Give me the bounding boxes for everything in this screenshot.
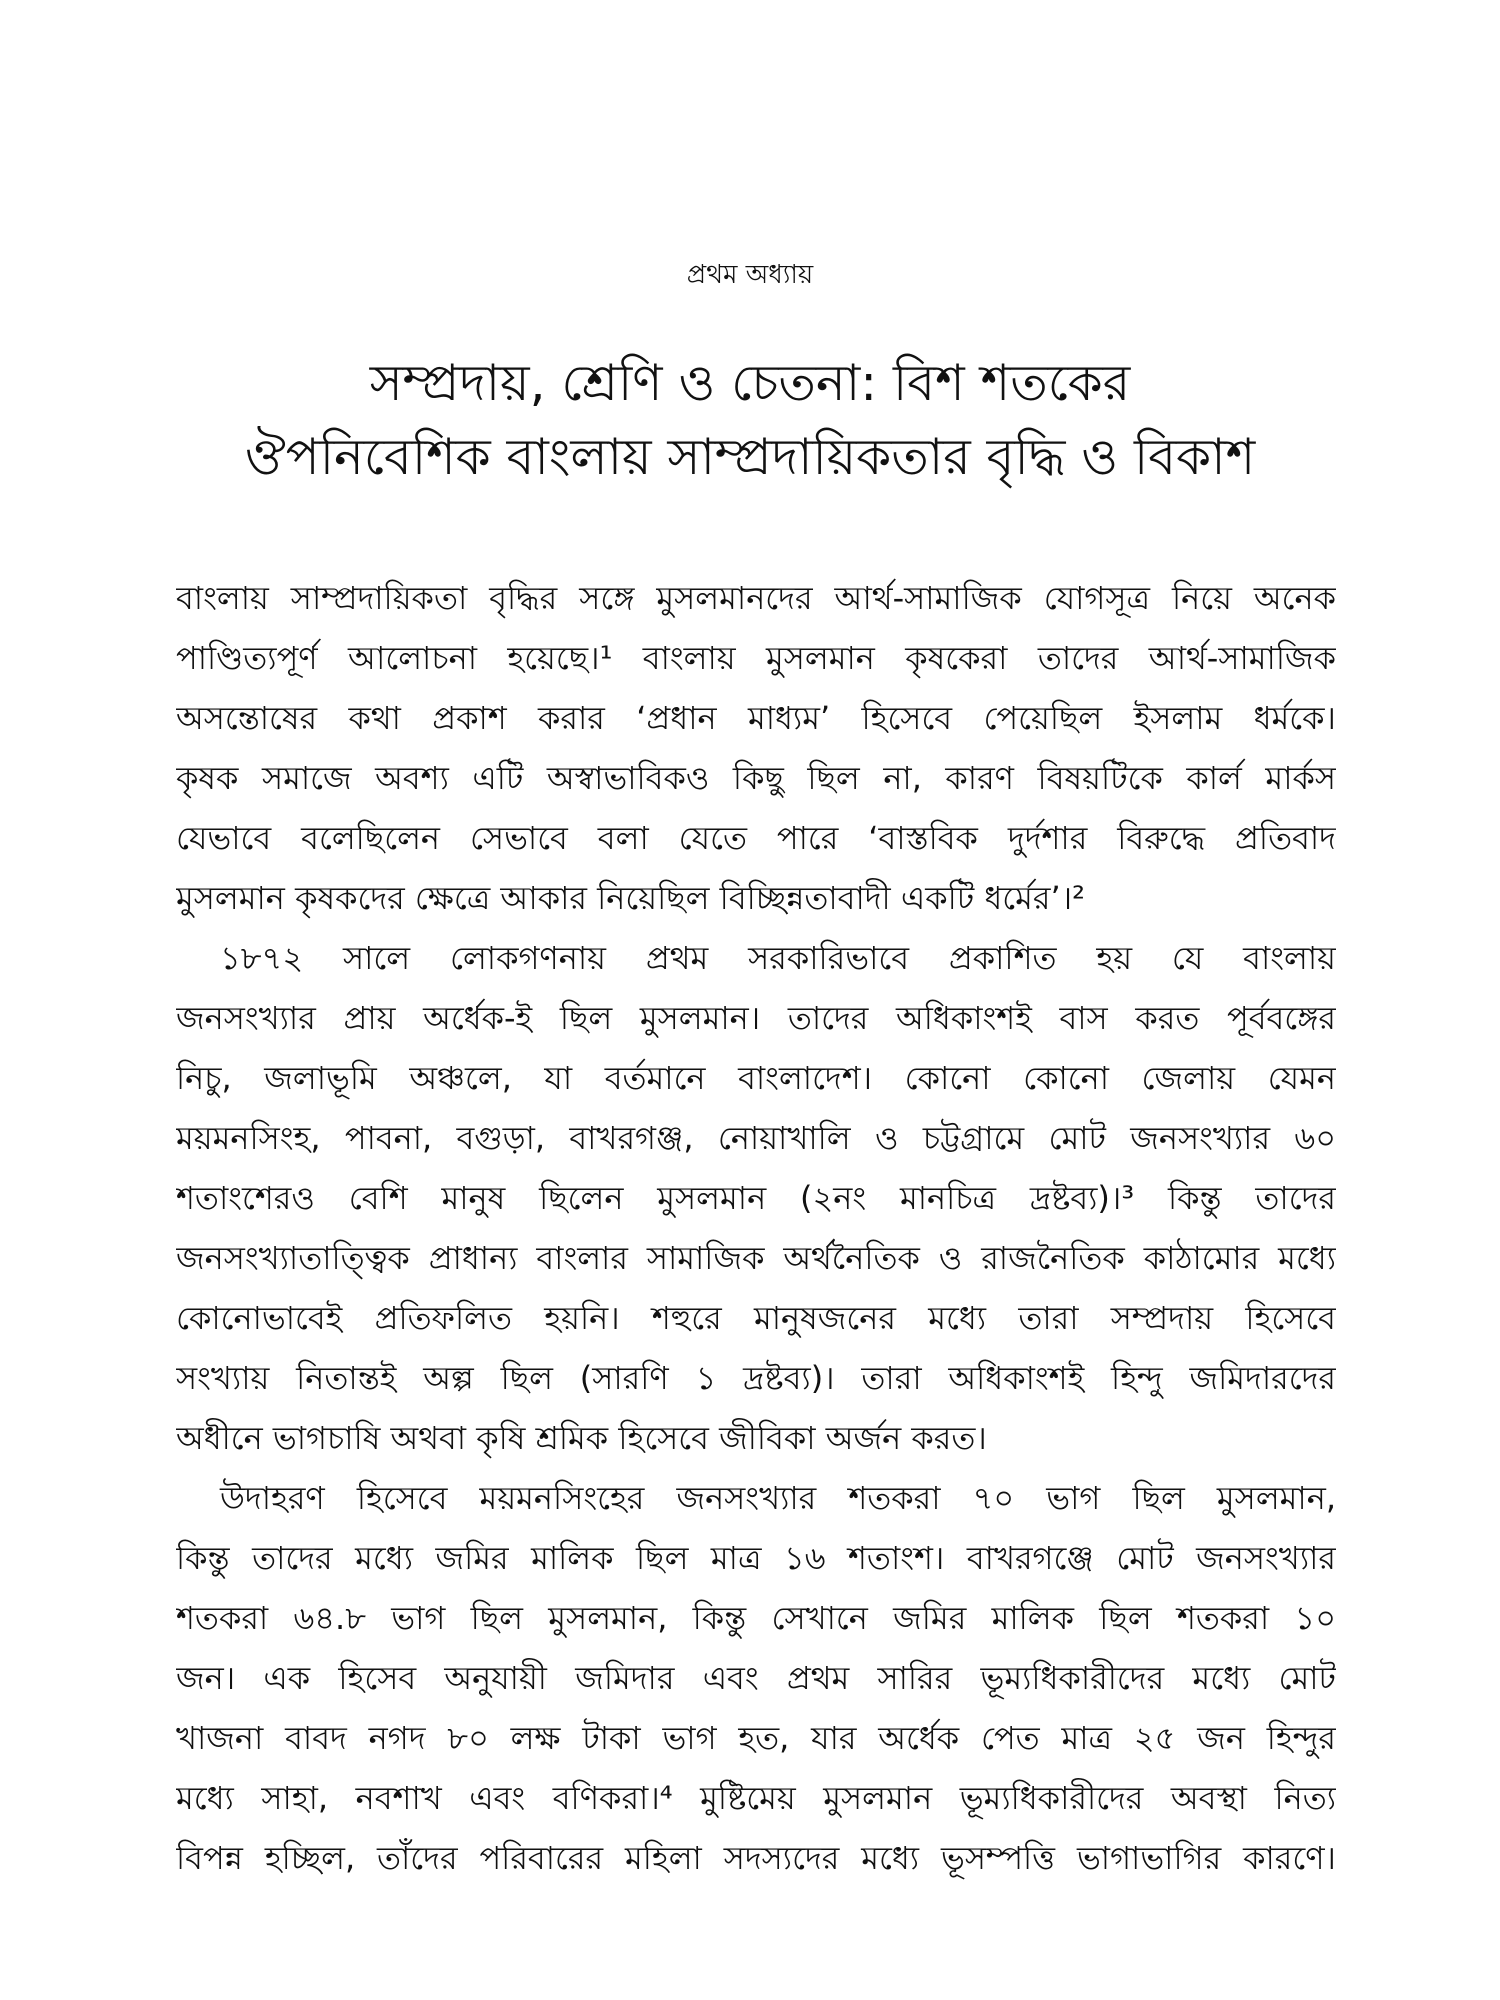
paragraph-line: কৃষক সমাজে অবশ্য এটি অস্বাভাবিকও কিছু ছিল না, কারণ বিষয়টিকে কার্ল মার্কস: [176, 759, 1336, 797]
paragraph-line: ময়মনসিংহ, পাবনা, বগুড়া, বাখরগঞ্জ, নোয়াখালি ও চট্টগ্রামে মোট জনসংখ্যার ৬০: [176, 1119, 1336, 1157]
paragraph-line: জনসংখ্যার প্রায় অর্ধেক-ই ছিল মুসলমান। তাদের অধিকাংশই বাস করত পূর্ববঙ্গের: [176, 999, 1336, 1037]
paragraph-line: জন। এক হিসেব অনুযায়ী জমিদার এবং প্রথম সারির ভূম্যধিকারীদের মধ্যে মোট: [176, 1659, 1336, 1697]
paragraph-line: খাজনা বাবদ নগদ ৮০ লক্ষ টাকা ভাগ হত, যার অর্ধেক পেত মাত্র ২৫ জন হিন্দুর: [176, 1719, 1336, 1757]
paragraph-3: [176, 1468, 1336, 1888]
paragraph-line: অধীনে ভাগচাষি অথবা কৃষি শ্রমিক হিসেবে জীবিকা অর্জন করত।: [176, 1419, 987, 1457]
paragraph-1: [176, 568, 1336, 928]
paragraph-line: উদাহরণ হিসেবে ময়মনসিংহের জনসংখ্যার শতকরা ৭০ ভাগ ছিল মুসলমান,: [220, 1479, 1336, 1517]
body-text: [176, 568, 1336, 1888]
paragraph-line: শতাংশেরও বেশি মানুষ ছিলেন মুসলমান (২নং মানচিত্র দ্রষ্টব্য)।³ কিন্তু তাদের: [176, 1179, 1336, 1217]
paragraph-line: মধ্যে সাহা, নবশাখ এবং বণিকরা।⁴ মুষ্টিমেয় মুসলমান ভূম্যধিকারীদের অবস্থা নিত্য: [176, 1779, 1336, 1817]
paragraph-line: ১৮৭২ সালে লোকগণনায় প্রথম সরকারিভাবে প্রকাশিত হয় যে বাংলায়: [220, 939, 1336, 977]
paragraph-line: জনসংখ্যাতাত্ত্বিক প্রাধান্য বাংলার সামাজিক অর্থনৈতিক ও রাজনৈতিক কাঠামোর মধ্যে: [176, 1239, 1336, 1277]
chapter-label: প্রথম অধ্যায়: [686, 260, 814, 290]
chapter-title-line-1: সম্প্রদায়, শ্রেণি ও চেতনা: বিশ শতকের: [369, 354, 1131, 412]
paragraph-line: মুসলমান কৃষকদের ক্ষেত্রে আকার নিয়েছিল বিচ্ছিন্নতাবাদী একটি ধর্মের’।²: [176, 879, 1085, 917]
paragraph-2: [176, 928, 1336, 1468]
paragraph-line: কিন্তু তাদের মধ্যে জমির মালিক ছিল মাত্র ১৬ শতাংশ। বাখরগঞ্জে মোট জনসংখ্যার: [176, 1539, 1336, 1577]
paragraph-line: কোনোভাবেই প্রতিফলিত হয়নি। শহুরে মানুষজনের মধ্যে তারা সম্প্রদায় হিসেবে: [176, 1299, 1336, 1337]
paragraph-line: বাংলায় সাম্প্রদায়িকতা বৃদ্ধির সঙ্গে মুসলমানদের আর্থ-সামাজিক যোগসূত্র নিয়ে অনেক: [176, 579, 1336, 617]
paragraph-line: সংখ্যায় নিতান্তই অল্প ছিল (সারণি ১ দ্রষ্টব্য)। তারা অধিকাংশই হিন্দু জমিদারদের: [176, 1359, 1336, 1397]
paragraph-line: যেভাবে বলেছিলেন সেভাবে বলা যেতে পারে ‘বাস্তবিক দুর্দশার বিরুদ্ধে প্রতিবাদ: [176, 819, 1336, 857]
paragraph-line: অসন্তোষের কথা প্রকাশ করার ‘প্রধান মাধ্যম’ হিসেবে পেয়েছিল ইসলাম ধর্মকে।: [176, 699, 1336, 737]
paragraph-line: নিচু, জলাভূমি অঞ্চলে, যা বর্তমানে বাংলাদেশ। কোনো কোনো জেলায় যেমন: [176, 1059, 1336, 1097]
paragraph-line: বিপন্ন হচ্ছিল, তাঁদের পরিবারের মহিলা সদস্যদের মধ্যে ভূসম্পত্তি ভাগাভাগির কারণে।: [176, 1839, 1336, 1877]
chapter-title-line-2: ঔপনিবেশিক বাংলায় সাম্প্রদায়িকতার বৃদ্ধি ও বিকাশ: [244, 428, 1256, 486]
paragraph-line: শতকরা ৬৪.৮ ভাগ ছিল মুসলমান, কিন্তু সেখানে জমির মালিক ছিল শতকরা ১০: [176, 1599, 1336, 1637]
paragraph-line: পাণ্ডিত্যপূর্ণ আলোচনা হয়েছে।¹ বাংলায় মুসলমান কৃষকেরা তাদের আর্থ-সামাজিক: [176, 639, 1336, 677]
